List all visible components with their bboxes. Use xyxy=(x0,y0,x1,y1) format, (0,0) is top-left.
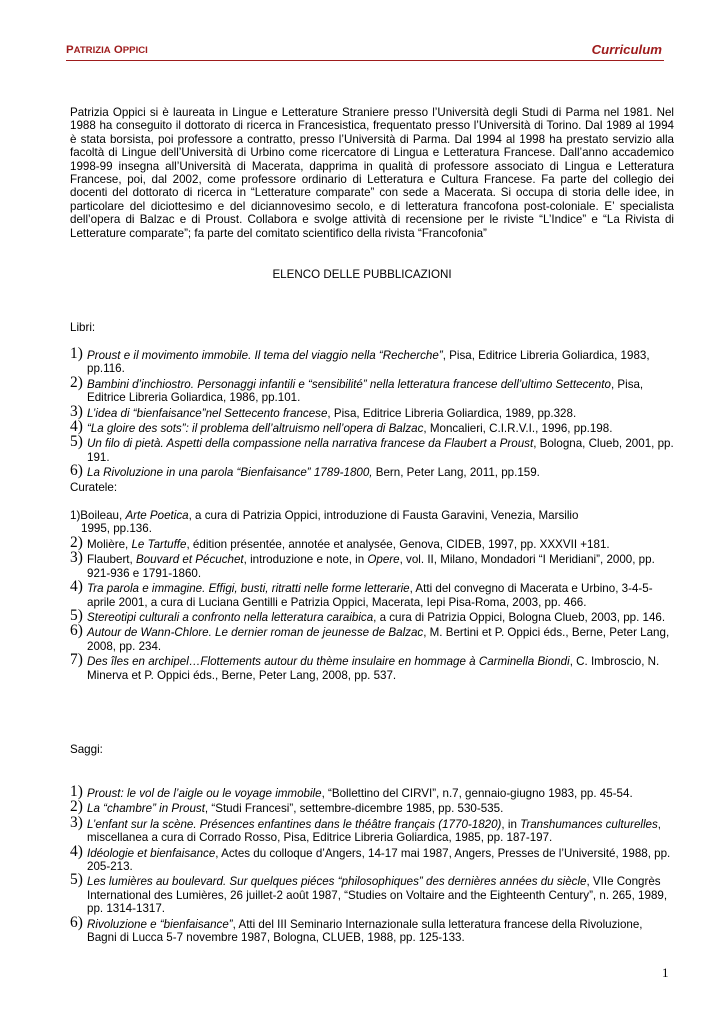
item-title: Proust: le vol de l’aigle ou le voyage immobile xyxy=(87,787,322,800)
publication-item xyxy=(70,871,674,916)
item-rest: , Atti del III Seminario Internazionale sulla letteratura francese della Rivoluzione, Bagni di Lucca 5-7 novembre 1987, Bologna, CLUEB, 1988, pp. 125-133. xyxy=(87,917,643,945)
publication-item xyxy=(70,783,674,800)
item-title: Les lumières au boulevard. Sur quelques piéces “philosophiques” des dernières années du siècle xyxy=(87,875,587,889)
item-continuation: 1995, pp.136. xyxy=(81,522,152,536)
item-title: La “chambre” in Proust xyxy=(87,802,205,816)
item-title: Arte Poetica xyxy=(125,509,189,522)
item-number: 6) xyxy=(70,913,83,931)
item-rest: , in xyxy=(501,817,521,831)
saggi-list xyxy=(70,783,674,946)
item-number: 6) xyxy=(70,462,83,480)
item-number: 2) xyxy=(70,798,83,816)
publication-item xyxy=(70,607,674,625)
item-title: Proust e il movimento immobile. Il tema del viaggio nella “Recherche” xyxy=(87,349,443,362)
item-prefix: 1)Boileau, xyxy=(70,509,126,522)
item-title: Rivoluzione e “bienfaisance” xyxy=(87,917,233,931)
publication-item xyxy=(70,534,674,551)
publication-item xyxy=(70,345,674,376)
item-title: Un filo di pietà. Aspetti della compassione nella narrativa francese da Flaubert a Proust xyxy=(87,437,534,451)
publication-item xyxy=(70,462,674,480)
publication-item xyxy=(70,813,674,845)
item-title: Bouvard et Pécuchet xyxy=(135,553,244,567)
item-title-secondary: Opere xyxy=(367,553,400,567)
item-rest: , Pisa, Editrice Libreria Goliardica, 1989, pp.328. xyxy=(327,406,577,420)
item-rest: , VIIe Congrès International des Lumières, 26 juillet-2 août 1987, “Studies on Voltaire and the Eighteenth Century”, n. 265, 1989, pp. 1314-1317. xyxy=(87,875,668,916)
item-rest-secondary: , vol. II, Milano, Mondadori “I Meridiani”, 2000, pp. 921-936 e 1791-1860. xyxy=(87,553,655,580)
item-number: 3) xyxy=(70,402,83,420)
item-rest: Bern, Peter Lang, 2011, pp.159. xyxy=(372,466,540,480)
libri-label: Libri: xyxy=(70,321,96,334)
item-rest: , “Studi Francesi”, settembre-dicembre 1985, pp. 530-535. xyxy=(204,802,504,816)
item-title: “La gloire des sots”: il problema dell’altruismo nell’opera di Balzac xyxy=(87,422,424,436)
surname-initial: O xyxy=(113,44,123,56)
item-number: 4) xyxy=(70,842,83,860)
item-number: 7) xyxy=(70,651,83,669)
item-rest: , Atti del convegno di Macerata e Urbino, 3-4-5- aprile 2001, a cura di Luciana Gentilli e Patrizia Oppici, Macerata, Iepi Pisa-Roma, 2003, pp. 466. xyxy=(87,582,653,609)
item-rest: , a cura di Patrizia Oppici, introduzione di Fausta Garavini, Venezia, Marsilio xyxy=(188,509,579,522)
item-rest: , Bologna, Clueb, 2001, pp. 191. xyxy=(87,437,674,464)
item-rest: , C. Imbroscio, N. Minerva et P. Oppici éds., Berne, Peter Lang, 2008, pp. 537. xyxy=(87,655,660,682)
publication-item xyxy=(70,913,674,945)
item-rest: , M. Bertini et P. Oppici éds., Berne, Peter Lang, 2008, pp. 234. xyxy=(87,626,670,653)
item-rest: , a cura di Patrizia Oppici, Bologna Clueb, 2003, pp. 146. xyxy=(373,611,666,625)
item-title: Le Tartuffe xyxy=(131,538,187,551)
item-number: 4) xyxy=(70,578,83,596)
publication-item xyxy=(70,578,674,609)
publication-item xyxy=(70,418,674,436)
item-number: 5) xyxy=(70,433,83,451)
item-title: Bambini d’inchiostro. Personaggi infantili e “sensibilité” nella letteratura francese dell’ultimo Settecento xyxy=(87,377,611,391)
item-rest: , édition présentée, annotée et analysée, Genova, CIDEB, 1997, pp. XXXVII +181. xyxy=(186,538,610,551)
publications-title: ELENCO DELLE PUBBLICAZIONI xyxy=(272,268,452,281)
page-header xyxy=(66,44,664,61)
item-number: 6) xyxy=(70,622,83,640)
item-title: La Rivoluzione in una parola “Bienfaisance” 1789-1800, xyxy=(87,466,373,480)
item-rest: , introduzione e note, in xyxy=(243,553,368,567)
item-rest-secondary: , miscellanea a cura di Corrado Rosso, Pisa, Editrice Libreria Goliardica, 1985, pp. 187-197. xyxy=(87,817,662,845)
item-rest: , Moncalieri, C.I.R.V.I., 1996, pp.198. xyxy=(423,422,613,436)
item-title: L’enfant sur la scène. Présences enfantines dans le théâtre français (1770-1820) xyxy=(87,817,502,831)
libri-list xyxy=(70,345,674,482)
item-number: 2) xyxy=(70,534,83,551)
saggi-label: Saggi: xyxy=(70,743,103,756)
item-title: Tra parola e immagine. Effigi, busti, ritratti nelle forme letterarie xyxy=(87,582,410,596)
item-number: 1) xyxy=(70,783,83,800)
item-rest: , Pisa, Editrice Libreria Goliardica, 1983, pp.116. xyxy=(87,349,650,376)
publication-item xyxy=(70,549,674,580)
publication-item xyxy=(70,402,674,420)
item-rest: , “Bollettino del CIRVI”, n.7, gennaio-giugno 1983, pp. 45-54. xyxy=(321,787,633,800)
item-number: 2) xyxy=(70,373,83,391)
publication-item xyxy=(70,373,674,405)
item-title-secondary: Transhumances culturelles xyxy=(520,817,658,831)
item-prefix: Molière, xyxy=(87,538,132,551)
item-number: 1) xyxy=(70,345,83,362)
item-rest: , Actes du colloque d’Angers, 14-17 mai 1987, Angers, Presses de l’Université, 1988, pp. 205-213. xyxy=(87,846,671,874)
curatele-first-item xyxy=(70,509,674,536)
bio-paragraph: Patrizia Oppici si è laureata in Lingue e Letterature Straniere presso l’Università degli Studi di Parma nel 1981. Nel 1988 ha conseguito il dottorato di ricerca in Francesistica, frequentato presso l’Università di Torino. Dal 1989 al 1994 è stata borsista, poi professore a contratto, presso l’Università di Parma. Dal 1994 al 1998 ha prestato servizio alla facoltà di Lingue dell’Università di Urbino come ricercatore di Lingua e Letteratura Francese. Dall’anno accademico 1998-99 insegna all’Università di Macerata, dapprima in qualità di professore associato di Lingua e Letteratura Francese, poi, dal 2002, come professore ordinario di Letteratura e Cultura Francese. Fa parte del collegio dei docenti del dottorato di ricerca in “Letterature comparate” con sede a Macerata. Si occupa di storia delle idee, in particolare del diciottesimo e del diciannovesimo secolo, e di letteratura francofona post-coloniale. E’ specialista dell’opera di Balzac e di Proust. Collabora e svolge attività di recensione per le riviste “L’Indice” e “La Rivista di Letterature comparate”; fa parte del comitato scientifico della rivista “Francofonia” xyxy=(70,106,674,240)
header-title: Curriculum xyxy=(591,42,662,57)
item-rest: , Pisa, Editrice Libreria Goliardica, 1986, pp.101. xyxy=(87,377,644,405)
item-title: Idéologie et bienfaisance xyxy=(87,846,216,860)
item-title: Stereotipi culturali a confronto nella letteratura caraibica xyxy=(87,611,374,625)
publication-item xyxy=(70,651,674,682)
publication-item xyxy=(70,622,674,653)
name-rest: ATRIZIA xyxy=(73,45,111,56)
item-number: 5) xyxy=(70,607,83,625)
item-number: 3) xyxy=(70,813,83,831)
page-number: 1 xyxy=(662,965,669,980)
name-initial: P xyxy=(66,44,74,56)
item-number: 4) xyxy=(70,418,83,436)
item-title: L’idea di “bienfaisance”nel Settecento francese xyxy=(87,406,328,420)
author-name xyxy=(66,44,148,57)
item-title: Autour de Wann-Chlore. Le dernier roman de jeunesse de Balzac xyxy=(87,626,424,640)
publication-item xyxy=(70,842,674,874)
publication-item xyxy=(70,798,674,816)
curatele-list xyxy=(70,534,674,684)
item-prefix: Flaubert, xyxy=(87,553,136,567)
curatele-label: Curatele: xyxy=(70,481,118,494)
surname-rest: PPICI xyxy=(122,45,148,56)
item-number: 3) xyxy=(70,549,83,567)
item-number: 5) xyxy=(70,871,83,889)
item-title: Des îles en archipel…Flottements autour du thème insulaire en hommage à Carminella Biondi xyxy=(87,655,570,669)
publication-item xyxy=(70,433,674,464)
